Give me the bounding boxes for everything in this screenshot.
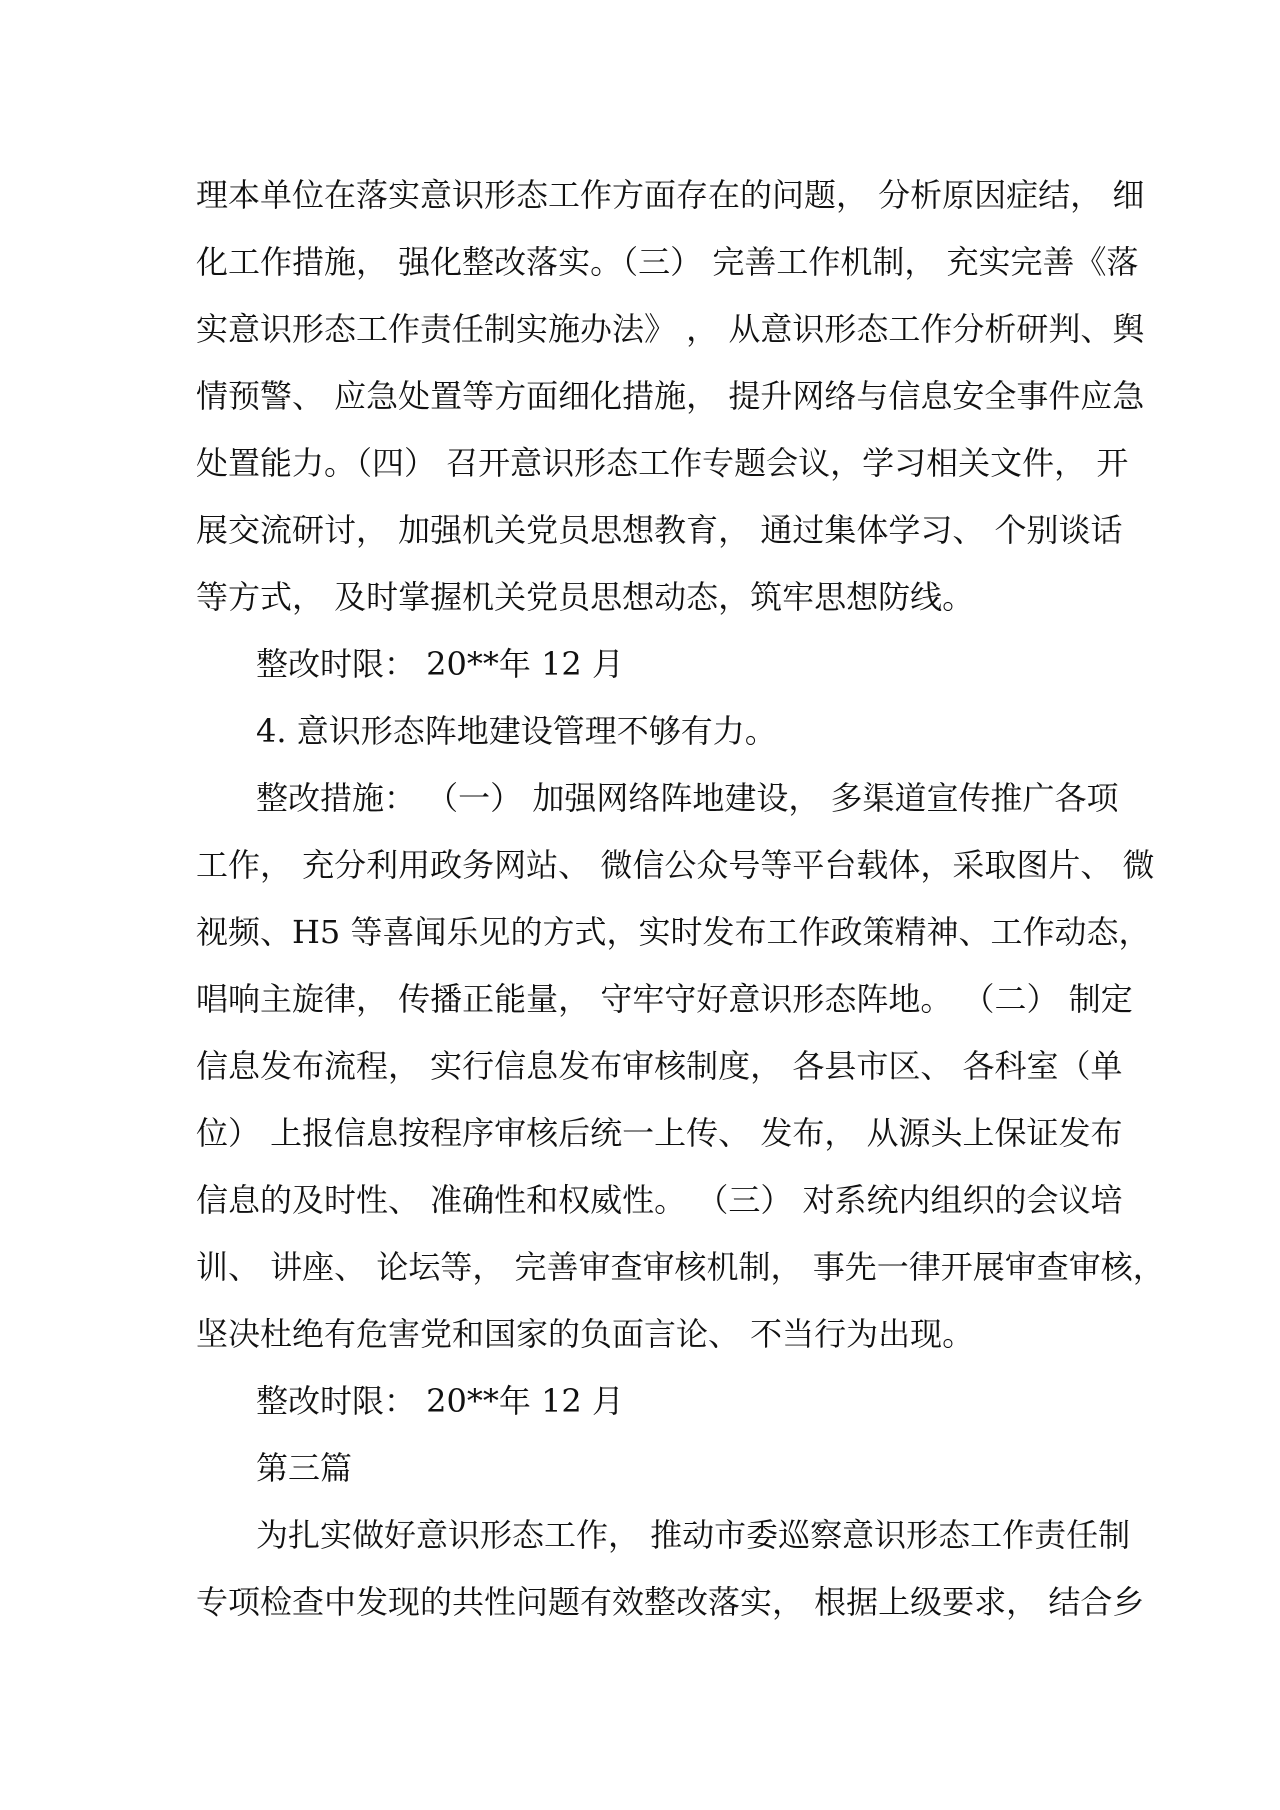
item-heading: 4. 意识形态阵地建设管理不够有力。 <box>256 712 777 750</box>
text-line: 展交流研讨， 加强机关党员思想教育， 通过集体学习、 个别谈话 <box>196 511 1123 549</box>
deadline-line: 整改时限： 20**年 12 月 <box>256 1382 624 1420</box>
text-line: 训、 讲座、 论坛等， 完善审查审核机制， 事先一律开展审查审核， <box>196 1248 1165 1286</box>
document-page <box>196 162 1165 1636</box>
text-line: 视频、H5 等喜闻乐见的方式，实时发布工作政策精神、工作动态， <box>196 913 1151 951</box>
text-line: 坚决杜绝有危害党和国家的负面言论、 不当行为出现。 <box>196 1315 975 1353</box>
text-line: 实意识形态工作责任制实施办法》 ， 从意识形态工作分析研判、舆 <box>196 310 1145 348</box>
text-line: 化工作措施， 强化整改落实。（三） 完善工作机制， 充实完善《落 <box>196 243 1139 281</box>
text-line: 专项检查中发现的共性问题有效整改落实， 根据上级要求， 结合乡 <box>196 1583 1145 1621</box>
text-line: 情预警、 应急处置等方面细化措施， 提升网络与信息安全事件应急 <box>196 377 1145 415</box>
text-line: 为扎实做好意识形态工作， 推动市委巡察意识形态工作责任制 <box>256 1516 1131 1554</box>
text-line: 信息的及时性、 准确性和权威性。 （三） 对系统内组织的会议培 <box>196 1181 1123 1219</box>
text-line: 位） 上报信息按程序审核后统一上传、 发布， 从源头上保证发布 <box>196 1114 1123 1152</box>
text-line: 理本单位在落实意识形态工作方面存在的问题， 分析原因症结， 细 <box>196 176 1145 214</box>
text-line: 唱响主旋律， 传播正能量， 守牢守好意识形态阵地。 （二） 制定 <box>196 980 1133 1018</box>
text-line: 工作， 充分利用政务网站、 微信公众号等平台载体，采取图片、 微 <box>196 846 1155 884</box>
text-line: 等方式， 及时掌握机关党员思想动态，筑牢思想防线。 <box>196 578 975 616</box>
text-line: 整改措施： （一） 加强网络阵地建设， 多渠道宣传推广各项 <box>256 779 1119 817</box>
text-line: 信息发布流程， 实行信息发布审核制度， 各县市区、 各科室（单 <box>196 1047 1123 1085</box>
text-line: 处置能力。（四） 召开意识形态工作专题会议，学习相关文件， 开 <box>196 444 1129 482</box>
deadline-line: 整改时限： 20**年 12 月 <box>256 645 624 683</box>
section-heading: 第三篇 <box>256 1449 353 1487</box>
